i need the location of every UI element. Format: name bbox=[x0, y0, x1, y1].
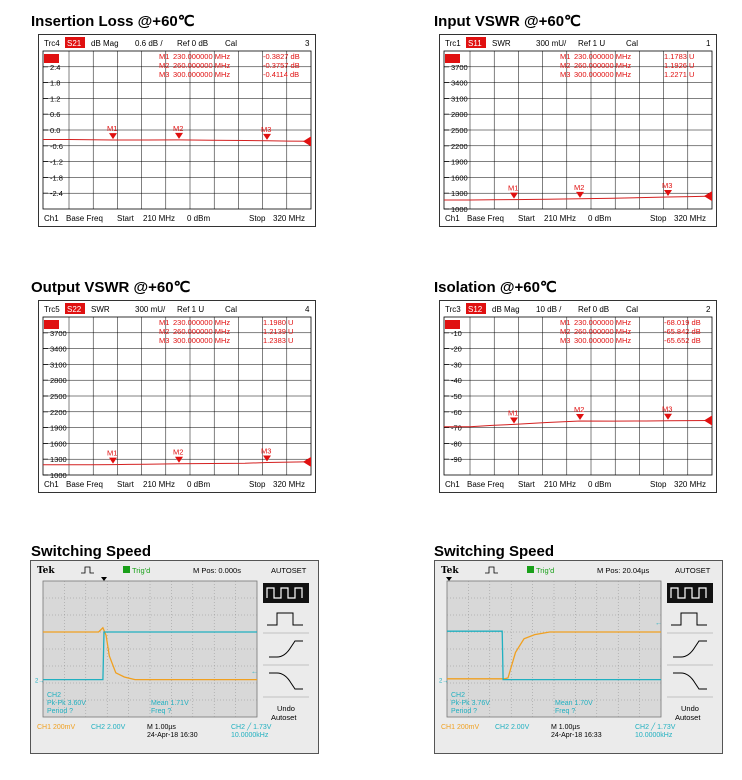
graticule bbox=[447, 581, 661, 717]
marker-table-label: M3 bbox=[159, 336, 170, 345]
ref-label: Ref 1 U bbox=[578, 39, 606, 48]
trig-status-icon bbox=[123, 566, 130, 573]
scale-label: 10 dB / bbox=[536, 305, 562, 314]
trace-label: Trc5 bbox=[44, 305, 60, 314]
insertion-loss-title: Insertion Loss @+60℃ bbox=[31, 13, 195, 30]
trigger-level-marker: ← bbox=[655, 620, 662, 628]
y-tick-label: 2800 bbox=[50, 376, 67, 386]
start-value: 210 MHz bbox=[143, 214, 176, 223]
scale-label: 300 mU/ bbox=[135, 305, 166, 314]
trace-label: Trc3 bbox=[445, 305, 461, 314]
input-vswr-plot bbox=[440, 35, 716, 226]
reference-arrow bbox=[704, 415, 712, 425]
power-label: 0 dBm bbox=[588, 214, 612, 223]
reference-arrow bbox=[303, 136, 311, 146]
marker-table-label: M1 bbox=[159, 318, 170, 327]
y-tick-label: 2.4 bbox=[50, 62, 61, 72]
scope-brand: Tek bbox=[37, 566, 55, 576]
y-tick-label: -30 bbox=[451, 360, 462, 370]
meas-ch2-label: CH2 bbox=[451, 692, 466, 699]
trace-number: 1 bbox=[706, 39, 711, 48]
y-tick-label: 1300 bbox=[50, 455, 67, 465]
y-tick-label: 3400 bbox=[50, 344, 67, 354]
ref-label: Ref 0 dB bbox=[578, 305, 610, 314]
y-tick-label: -1.2 bbox=[50, 157, 63, 167]
undo-autoset-label: Autoset bbox=[271, 713, 297, 722]
marker-table-label: M1 bbox=[159, 52, 170, 61]
y-tick-label: 3700 bbox=[50, 328, 67, 338]
y-tick-label: 1.8 bbox=[50, 78, 61, 88]
input-vswr-title: Input VSWR @+60℃ bbox=[434, 13, 581, 30]
trace-number: 2 bbox=[706, 305, 711, 314]
output-vswr-plot bbox=[39, 301, 315, 492]
marker-label: M2 bbox=[173, 123, 184, 133]
marker-triangle bbox=[576, 192, 584, 198]
y-tick-label: -60 bbox=[451, 407, 462, 417]
channel-label: Ch1 bbox=[445, 214, 460, 223]
marker-table-freq: 230.000000 MHz bbox=[574, 52, 632, 61]
marker-table-label: M2 bbox=[159, 61, 170, 70]
param-label: S11 bbox=[468, 39, 482, 48]
marker-label: M3 bbox=[261, 124, 272, 134]
marker-table-label: M2 bbox=[560, 327, 571, 336]
marker-label: M1 bbox=[508, 183, 519, 193]
start-label: Start bbox=[117, 480, 134, 489]
marker-table-label: M3 bbox=[560, 336, 571, 345]
meas-period: Period ? bbox=[47, 708, 74, 715]
meas-mean: Mean 1.70V bbox=[555, 700, 593, 707]
marker-label: M3 bbox=[261, 446, 272, 456]
y-tick-label: 3100 bbox=[451, 94, 468, 104]
channel-label: Ch1 bbox=[445, 480, 460, 489]
m-pos: M Pos: 0.000s bbox=[193, 566, 241, 575]
marker-triangle bbox=[175, 133, 183, 139]
marker-table-value: -0.3827 dB bbox=[263, 52, 300, 61]
marker-label: M3 bbox=[662, 181, 673, 191]
trigger-level-marker: ← bbox=[251, 668, 258, 676]
y-tick-label: 2800 bbox=[451, 110, 468, 120]
marker-table-freq: 260.000000 MHz bbox=[574, 61, 632, 70]
stop-label: Stop bbox=[650, 214, 667, 223]
stop-label: Stop bbox=[249, 214, 266, 223]
y-tick-label: 2500 bbox=[50, 392, 67, 401]
marker-table-label: M1 bbox=[560, 318, 571, 327]
y-tick-label: 2500 bbox=[451, 126, 468, 135]
marker-table-label: M2 bbox=[159, 327, 170, 336]
y-tick-label: -90 bbox=[451, 455, 462, 465]
trigger-frequency: 10.0000kHz bbox=[635, 732, 673, 739]
y-tick-label: 3700 bbox=[451, 62, 468, 72]
trig-status-icon bbox=[527, 566, 534, 573]
marker-table-value: 1.1783 U bbox=[664, 52, 695, 61]
marker-table-value: -65.652 dB bbox=[664, 336, 701, 345]
output-vswr-chart bbox=[38, 300, 316, 493]
y-tick-label: 1000 bbox=[50, 471, 67, 480]
param-label: S21 bbox=[67, 39, 82, 48]
undo-label: Undo bbox=[277, 704, 295, 713]
marker-table-freq: 230.000000 MHz bbox=[574, 318, 632, 327]
param-label: S12 bbox=[468, 305, 483, 314]
marker-table-label: M2 bbox=[560, 61, 571, 70]
switching-speed-title-left: Switching Speed bbox=[31, 543, 152, 560]
start-value: 210 MHz bbox=[143, 480, 176, 489]
y-tick-label: -70 bbox=[451, 423, 462, 433]
y-tick-label: -10 bbox=[451, 328, 462, 338]
base-freq-label: Base Freq bbox=[467, 480, 504, 489]
marker-table-label: M3 bbox=[560, 70, 571, 79]
marker-table-freq: 300.000000 MHz bbox=[574, 70, 632, 79]
trace-label: Trc4 bbox=[44, 39, 60, 48]
scope-right bbox=[434, 560, 723, 754]
scope-right-screen bbox=[435, 561, 722, 753]
channel-label: Ch1 bbox=[44, 480, 59, 489]
marker-triangle bbox=[109, 133, 117, 139]
isolation-title: Isolation @+60℃ bbox=[434, 279, 557, 296]
y-tick-label: 1.2 bbox=[50, 94, 61, 104]
cal-label: Cal bbox=[626, 39, 639, 48]
start-label: Start bbox=[518, 480, 535, 489]
trace-label: Trc1 bbox=[445, 39, 461, 48]
channel-label: Ch1 bbox=[44, 214, 59, 223]
y-tick-label: 1600 bbox=[451, 173, 468, 183]
date-time: 24-Apr-18 16:30 bbox=[147, 732, 198, 739]
trace-number: 4 bbox=[305, 305, 310, 314]
timebase: M 1.00µs bbox=[551, 724, 580, 731]
base-freq-label: Base Freq bbox=[66, 480, 103, 489]
y-tick-label: -20 bbox=[451, 344, 462, 354]
isolation-chart bbox=[439, 300, 717, 493]
marker-label: M1 bbox=[107, 124, 118, 134]
marker-table-label: M1 bbox=[560, 52, 571, 61]
marker-table-value: 1.2139 U bbox=[263, 327, 294, 336]
ch1-scale: CH1 200mV bbox=[37, 724, 76, 731]
stop-label: Stop bbox=[650, 480, 667, 489]
marker-label: M2 bbox=[574, 405, 585, 415]
marker-label: M1 bbox=[508, 408, 519, 418]
y-tick-label: -2.4 bbox=[50, 189, 63, 199]
marker-triangle bbox=[109, 458, 117, 464]
y-tick-label: -80 bbox=[451, 439, 462, 449]
y-tick-label: -40 bbox=[451, 376, 462, 386]
marker-label: M2 bbox=[574, 182, 585, 192]
marker-table-freq: 230.000000 MHz bbox=[173, 52, 231, 61]
scope-left-screen bbox=[31, 561, 318, 753]
marker-table-freq: 260.000000 MHz bbox=[173, 327, 231, 336]
marker-table-freq: 230.000000 MHz bbox=[173, 318, 231, 327]
reference-arrow bbox=[704, 191, 712, 201]
marker-table-value: 1.1926 U bbox=[664, 61, 695, 70]
undo-autoset-label: Autoset bbox=[675, 713, 701, 722]
undo-label: Undo bbox=[681, 704, 699, 713]
y-tick-label: 0.0 bbox=[50, 126, 61, 135]
stop-value: 320 MHz bbox=[674, 480, 707, 489]
marker-table-value: -0.4114 dB bbox=[263, 70, 300, 79]
marker-table-value: 1.1980 U bbox=[263, 318, 294, 327]
marker-table-freq: 260.000000 MHz bbox=[574, 327, 632, 336]
marker-triangle bbox=[576, 414, 584, 420]
scope-brand: Tek bbox=[441, 566, 459, 576]
marker-table-freq: 300.000000 MHz bbox=[574, 336, 632, 345]
trig-status: Trig'd bbox=[132, 566, 151, 575]
power-label: 0 dBm bbox=[588, 480, 612, 489]
power-label: 0 dBm bbox=[187, 480, 211, 489]
marker-table-value: 1.2271 U bbox=[664, 70, 695, 79]
meas-period: Period ? bbox=[451, 708, 478, 715]
meas-ch2-label: CH2 bbox=[47, 692, 62, 699]
ch2-scale: CH2 2.00V bbox=[495, 724, 530, 731]
plot-param-badge bbox=[44, 320, 59, 329]
m-pos: M Pos: 20.04µs bbox=[597, 566, 650, 575]
marker-table-value: 1.2383 U bbox=[263, 336, 294, 345]
plot-param-badge bbox=[445, 320, 460, 329]
y-tick-label: -1.8 bbox=[50, 173, 63, 183]
marker-triangle bbox=[263, 455, 271, 461]
marker-table-label: M3 bbox=[159, 70, 170, 79]
trace-number: 3 bbox=[305, 39, 310, 48]
y-tick-label: 3100 bbox=[50, 360, 67, 370]
y-tick-label: 1600 bbox=[50, 439, 67, 449]
timebase: M 1.00µs bbox=[147, 724, 176, 731]
start-label: Start bbox=[117, 214, 134, 223]
autoset-label: AUTOSET bbox=[675, 566, 711, 575]
meas-freq: Freq ? bbox=[555, 708, 576, 715]
scale-label: 300 mU/ bbox=[536, 39, 567, 48]
param-label: S22 bbox=[67, 305, 82, 314]
y-tick-label: -0.6 bbox=[50, 141, 63, 151]
meas-pkpk: Pk-Pk 3.76V bbox=[451, 700, 490, 707]
marker-table-value: -68.019 dB bbox=[664, 318, 701, 327]
marker-label: M2 bbox=[173, 447, 184, 457]
stop-value: 320 MHz bbox=[674, 214, 707, 223]
insertion-loss-plot bbox=[39, 35, 315, 226]
marker-table-freq: 300.000000 MHz bbox=[173, 336, 231, 345]
marker-table-value: -65.842 dB bbox=[664, 327, 701, 336]
plot-param-badge bbox=[445, 54, 460, 63]
trigger-info: CH2 ╱ 1.73V bbox=[635, 724, 676, 731]
ch2-ground-marker: 2→ bbox=[439, 678, 449, 685]
meas-mean: Mean 1.71V bbox=[151, 700, 189, 707]
format-label: SWR bbox=[91, 305, 110, 314]
ref-label: Ref 1 U bbox=[177, 305, 205, 314]
start-value: 210 MHz bbox=[544, 214, 577, 223]
marker-triangle bbox=[664, 414, 672, 420]
ch2-scale: CH2 2.00V bbox=[91, 724, 126, 731]
format-label: dB Mag bbox=[91, 39, 119, 48]
insertion-loss-chart bbox=[38, 34, 316, 227]
marker-label: M1 bbox=[107, 448, 118, 458]
isolation-plot bbox=[440, 301, 716, 492]
scope-left bbox=[30, 560, 319, 754]
start-label: Start bbox=[518, 214, 535, 223]
scale-label: 0.6 dB / bbox=[135, 39, 163, 48]
y-tick-label: 1000 bbox=[451, 205, 468, 214]
autoset-label: AUTOSET bbox=[271, 566, 307, 575]
base-freq-label: Base Freq bbox=[66, 214, 103, 223]
graticule bbox=[43, 581, 257, 717]
y-tick-label: 1900 bbox=[50, 423, 67, 433]
marker-table-freq: 260.000000 MHz bbox=[173, 61, 231, 70]
output-vswr-title: Output VSWR @+60℃ bbox=[31, 279, 191, 296]
stop-value: 320 MHz bbox=[273, 480, 306, 489]
y-tick-label: -50 bbox=[451, 392, 462, 401]
stop-value: 320 MHz bbox=[273, 214, 306, 223]
y-tick-label: 2200 bbox=[50, 407, 67, 417]
cal-label: Cal bbox=[225, 39, 238, 48]
power-label: 0 dBm bbox=[187, 214, 211, 223]
meas-pkpk: Pk-Pk 3.60V bbox=[47, 700, 86, 707]
y-tick-label: 1300 bbox=[451, 189, 468, 199]
format-label: SWR bbox=[492, 39, 511, 48]
marker-triangle bbox=[510, 193, 518, 199]
y-tick-label: 1900 bbox=[451, 157, 468, 167]
reference-arrow bbox=[303, 457, 311, 467]
trigger-frequency: 10.0000kHz bbox=[231, 732, 269, 739]
cal-label: Cal bbox=[225, 305, 238, 314]
switching-speed-title-right: Switching Speed bbox=[434, 543, 555, 560]
ch1-scale: CH1 200mV bbox=[441, 724, 480, 731]
marker-table-value: -0.3757 dB bbox=[263, 61, 300, 70]
trig-status: Trig'd bbox=[536, 566, 555, 575]
ch2-ground-marker: 2→ bbox=[35, 678, 45, 685]
marker-triangle bbox=[175, 457, 183, 463]
stop-label: Stop bbox=[249, 480, 266, 489]
marker-table-freq: 300.000000 MHz bbox=[173, 70, 231, 79]
ref-label: Ref 0 dB bbox=[177, 39, 209, 48]
plot-param-badge bbox=[44, 54, 59, 63]
input-vswr-chart bbox=[439, 34, 717, 227]
y-tick-label: 3400 bbox=[451, 78, 468, 88]
marker-triangle bbox=[510, 417, 518, 423]
marker-triangle bbox=[263, 134, 271, 140]
y-tick-label: 0.6 bbox=[50, 110, 61, 120]
date-time: 24-Apr-18 16:33 bbox=[551, 732, 602, 739]
meas-freq: Freq ? bbox=[151, 708, 172, 715]
cal-label: Cal bbox=[626, 305, 639, 314]
trigger-info: CH2 ╱ 1.73V bbox=[231, 724, 272, 731]
format-label: dB Mag bbox=[492, 305, 520, 314]
marker-label: M3 bbox=[662, 404, 673, 414]
y-tick-label: 2200 bbox=[451, 141, 468, 151]
base-freq-label: Base Freq bbox=[467, 214, 504, 223]
start-value: 210 MHz bbox=[544, 480, 577, 489]
